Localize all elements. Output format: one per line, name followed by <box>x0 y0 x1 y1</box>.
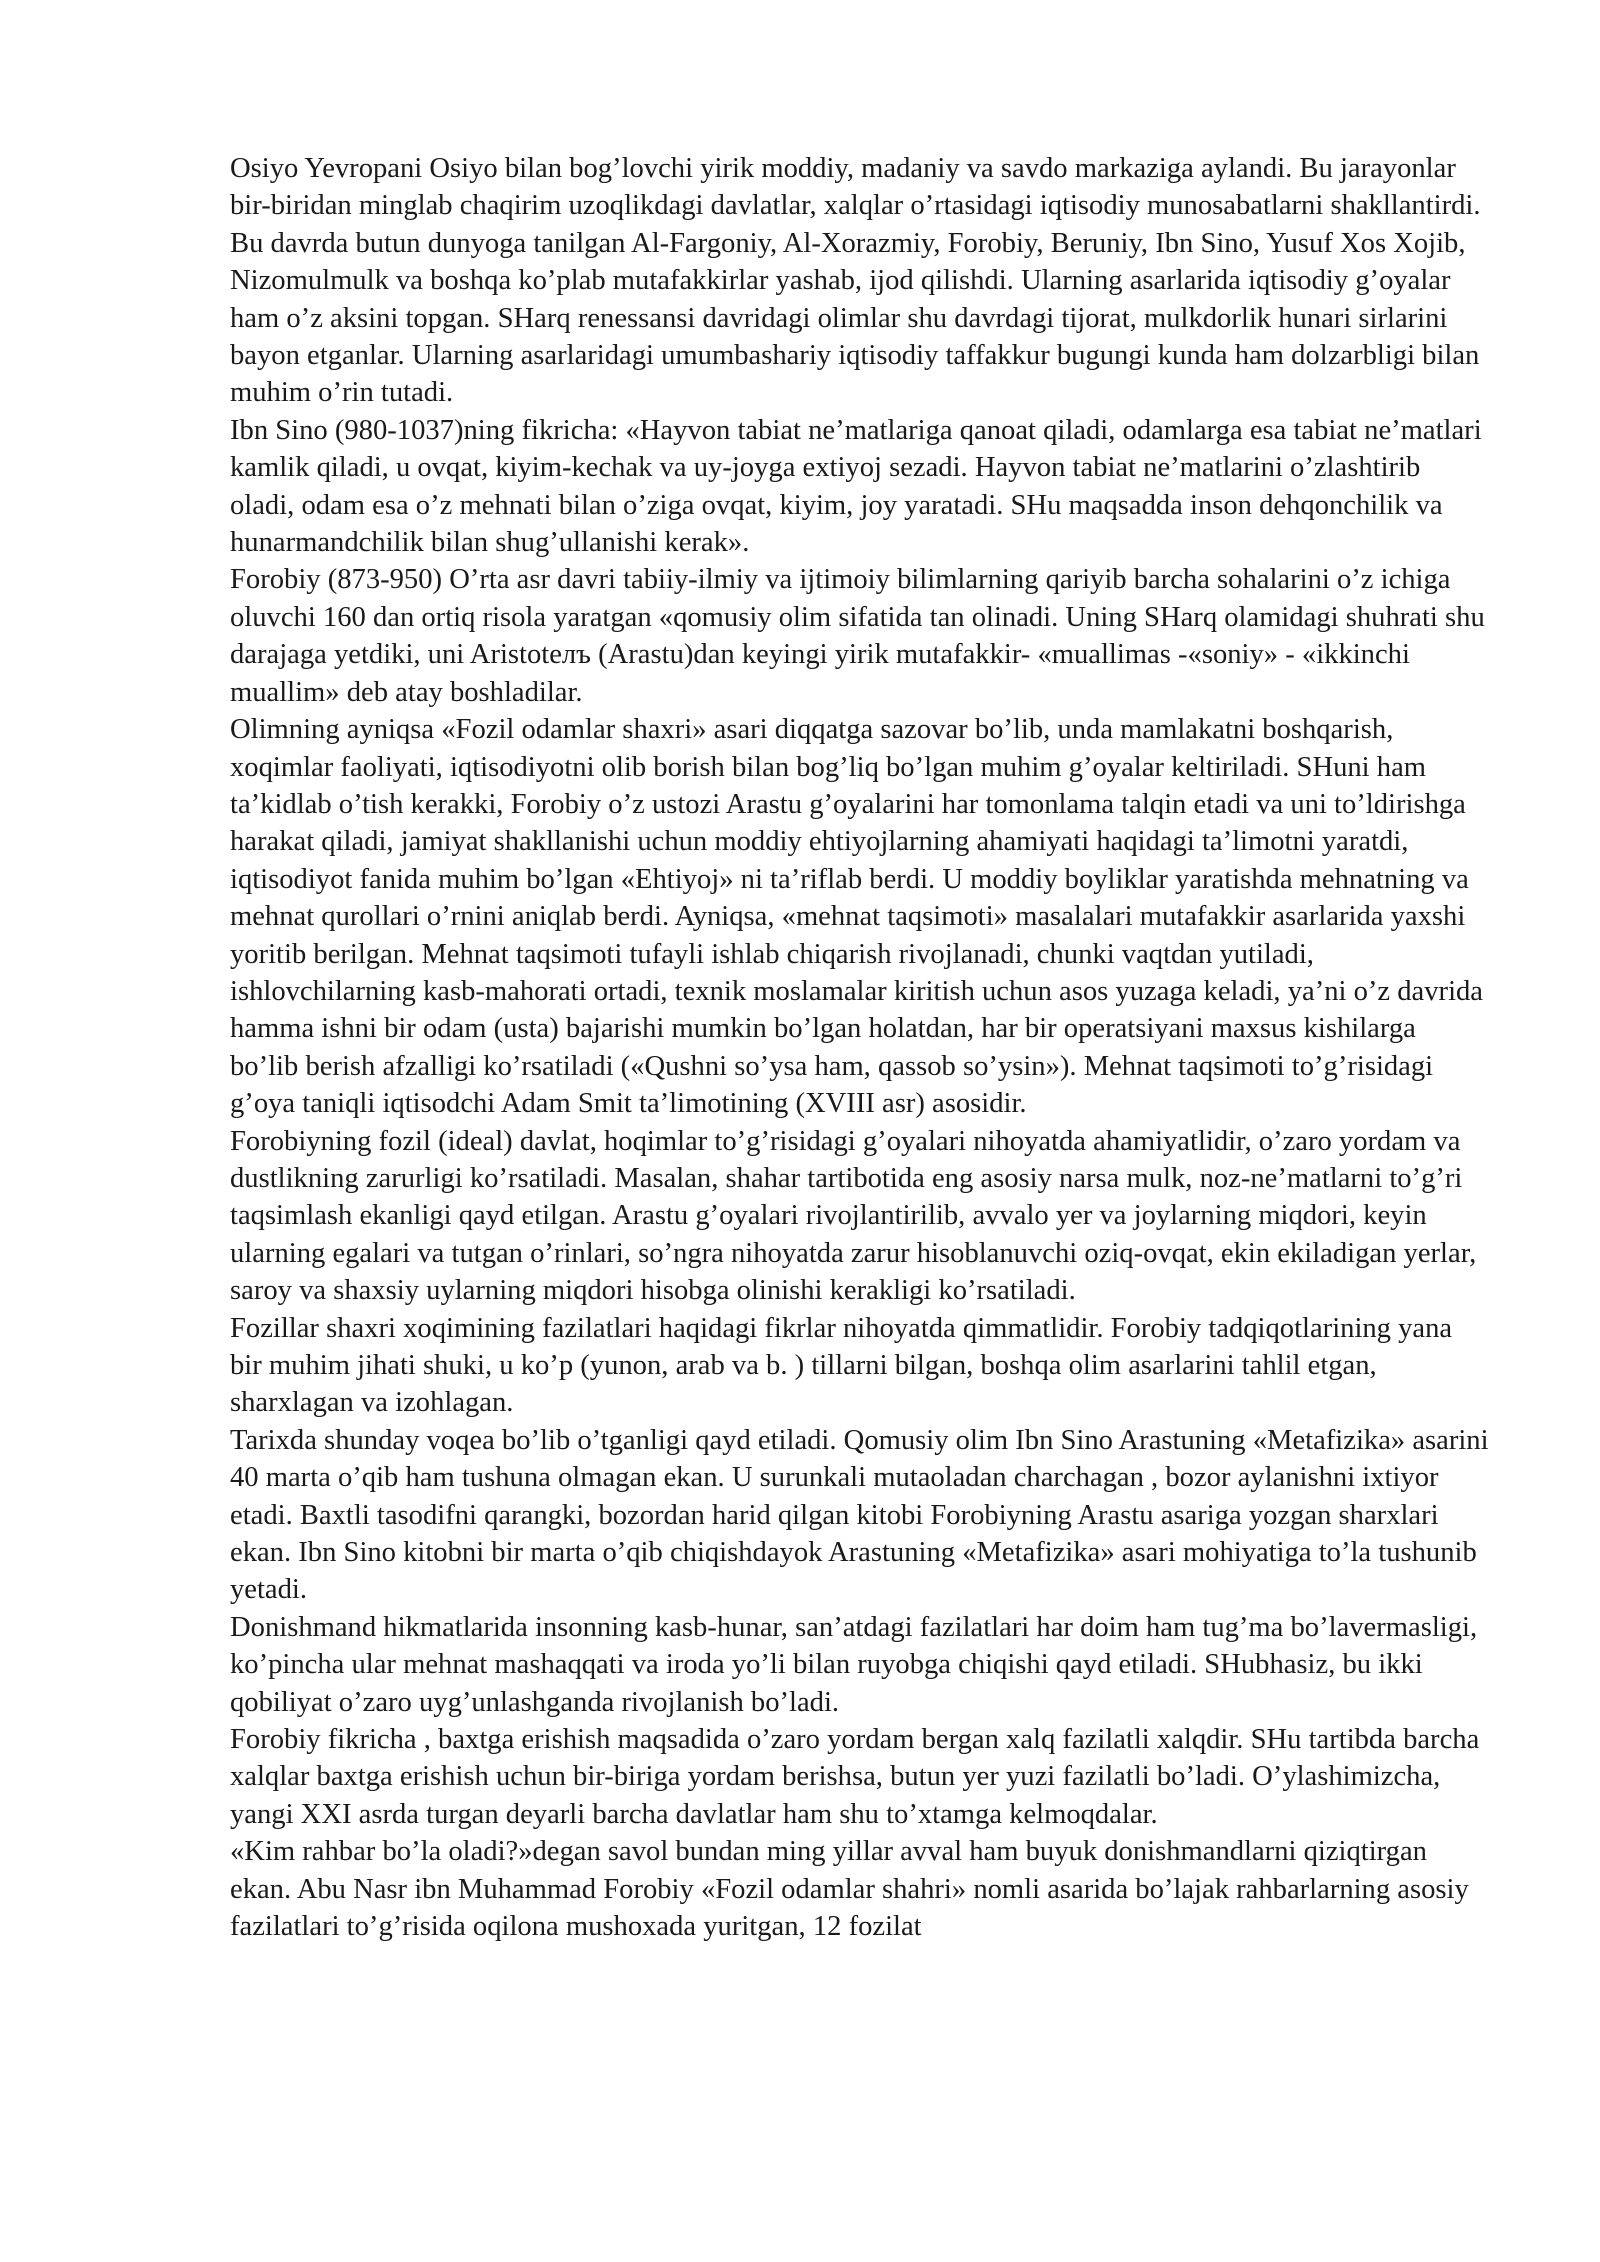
paragraph-1: Osiyo Yevropani Osiyo bilan bog’lovchi yirik moddiy, madaniy va savdo markaziga aylandi. Bu jarayonlar bir-biridan minglab chaqirim uzoqlikdagi davlatlar, xalqlar o’rtasidagi iqtisodiy munosabatlarni shakllantirdi. <box>230 153 1481 222</box>
paragraph-4: Forobiy (873-950) O’rta asr davri tabiiy-ilmiy va ijtimoiy bilimlarning qariyib barcha sohalarini o’z ichiga oluvchi 160 dan ortiq risola yaratgan «qomusiy olim sifatida tan olinadi. Uning SHarq olamidagi shuhrati shu darajaga yetdiki, uni Aristoteлъ (Arastu)dan keyingi yirik mutafakkir- «muallimas -«soniy» - «ikkinchi muallim» deb atay boshladilar. <box>230 564 1485 708</box>
paragraph-11: «Kim rahbar bo’la oladi?»degan savol bundan ming yillar avval ham buyuk donishmandlarni qiziqtirgan ekan. Abu Nasr ibn Muhammad Forobiy «Fozil odamlar shahri» nomli asarida bo’lajak rahbarlarning asosiy fazilatlari to’g’risida oqilona mushoxada yuritgan, 12 fozilat <box>230 1836 1469 1943</box>
paragraph-8: Tarixda shunday voqea bo’lib o’tganligi qayd etiladi. Qomusiy olim Ibn Sino Arastuning «Metafizika» asarini 40 marta o’qib ham tushuna olmagan ekan. U surunkali mutaoladan charchagan , bozor aylanishni ixtiyor etadi. Baxtli tasodifni qarangki, bozordan harid qilgan kitobi Forobiyning Arastu asariga yozgan sharxlari ekan. Ibn Sino kitobni bir marta o’qib chiqishdayok Arastuning «Metafizika» asari mohiyatiga to’la tushunib yetadi. <box>230 1424 1489 1606</box>
paragraph-7: Fozillar shaxri xoqimining fazilatlari haqidagi fikrlar nihoyatda qimmatlidir. Forobiy tadqiqotlarining yana bir muhim jihati shuki, u ko’p (yunon, arab va b. ) tillarni bilgan, boshqa olim asarlarini tahlil etgan, sharxlagan va izohlagan. <box>230 1312 1453 1419</box>
paragraph-10: Forobiy fikricha , baxtga erishish maqsadida o’zaro yordam bergan xalq fazilatli xalqdir. SHu tartibda barcha xalqlar baxtga erishish uchun bir-biriga yordam berishsa, butun yer yuzi fazilatli bo’ladi. O’ylashimizcha, yangi XXI asrda turgan deyarli barcha davlatlar ham shu to’xtamga kelmoqdalar. <box>230 1724 1480 1830</box>
paragraph-3: Ibn Sino (980-1037)ning fikricha: «Hayvon tabiat ne’matlariga qanoat qiladi, odamlarga esa tabiat ne’matlari kamlik qiladi, u ovqat, kiyim-kechak va uy-joyga extiyoj sezadi. Hayvon tabiat ne’matlarini o’zlashtirib oladi, odam esa o’z mehnati bilan o’ziga ovqat, kiyim, joy yaratadi. SHu maqsadda inson dehqonchilik va hunarmandchilik bilan shug’ullanishi kerak». <box>230 414 1482 559</box>
paragraph-5: Olimning ayniqsa «Fozil odamlar shaxri» asari diqqatga sazovar bo’lib, unda mamlakatni boshqarish, xoqimlar faoliyati, iqtisodiyotni olib borish bilan bog’liq bo’lgan muhim g’oyalar keltiriladi. SHuni ham ta’kidlab o’tish kerakki, Forobiy o’z ustozi Arastu g’oyalarini har tomonlama talqin etadi va uni to’ldirishga harakat qiladi, jamiyat shakllanishi uchun moddiy ehtiyojlarning ahamiyati haqidagi ta’limotni yaratdi, iqtisodiyot fanida muhim bo’lgan «Ehtiyoj» ni ta’riflab berdi. U moddiy boyliklar yaratishda mehnatning va mehnat qurollari o’rnini aniqlab berdi. Ayniqsa, «mehnat taqsimoti» masalalari mutafakkir asarlarida yaxshi yoritib berilgan. Mehnat taqsimoti tufayli ishlab chiqarish rivojlanadi, chunki vaqtdan yutiladi, ishlovchilarning kasb-mahorati ortadi, texnik moslamalar kiritish uchun asos yuzaga keladi, ya’ni o’z davrida hamma ishni bir odam (usta) bajarishi mumkin bo’lgan holatdan, har bir operatsiyani maxsus kishilarga bo’lib berish afzalligi ko’rsatiladi («Qushni so’ysa ham, qassob so’ysin»). Mehnat taqsimoti to’g’risidagi g’oya taniqli iqtisodchi Adam Smit ta’limotining (XVIII asr) asosidir. <box>230 714 1484 1120</box>
paragraph-2: Bu davrda butun dunyoga tanilgan Al-Fargoniy, Al-Xorazmiy, Forobiy, Beruniy, Ibn Sino, Yusuf Xos Xojib, Nizomulmulk va boshqa ko’plab mutafakkirlar yashab, ijod qilishdi. Ularning asarlarida iqtisodiy g’oyalar ham o’z aksini topgan. SHarq renessansi davridagi olimlar shu davrdagi tijorat, mulkdorlik hunari sirlarini bayon etganlar. Ularning asarlaridagi umumbashariy iqtisodiy taffakkur bugungi kunda ham dolzarbligi bilan muhim o’rin tutadi. <box>230 227 1480 409</box>
paragraph-9: Donishmand hikmatlarida insonning kasb-hunar, san’atdagi fazilatlari har doim ham tug’ma bo’lavermasligi, ko’pincha ular mehnat mashaqqati va iroda yo’li bilan ruyobga chiqishi qayd etiladi. SHubhasiz, bu ikki qobiliyat o’zaro uyg’unlashganda rivojlanish bo’ladi. <box>230 1611 1478 1718</box>
document-text-body <box>230 150 1490 1946</box>
paragraph-6: Forobiyning fozil (ideal) davlat, hoqimlar to’g’risidagi g’oyalari nihoyatda ahamiyatlidir, o’zaro yordam va dustlikning zarurligi ko’rsatiladi. Masalan, shahar tartibotida eng asosiy narsa mulk, noz-ne’matlarni to’g’ri taqsimlash ekanligi qayd etilgan. Arastu g’oyalari rivojlantirilib, avvalo yer va joylarning miqdori, keyin ularning egalari va tutgan o’rinlari, so’ngra nihoyatda zarur hisoblanuvchi oziq-ovqat, ekin ekiladigan yerlar, saroy va shaxsiy uylarning miqdori hisobga olinishi kerakligi ko’rsatiladi. <box>230 1125 1477 1307</box>
